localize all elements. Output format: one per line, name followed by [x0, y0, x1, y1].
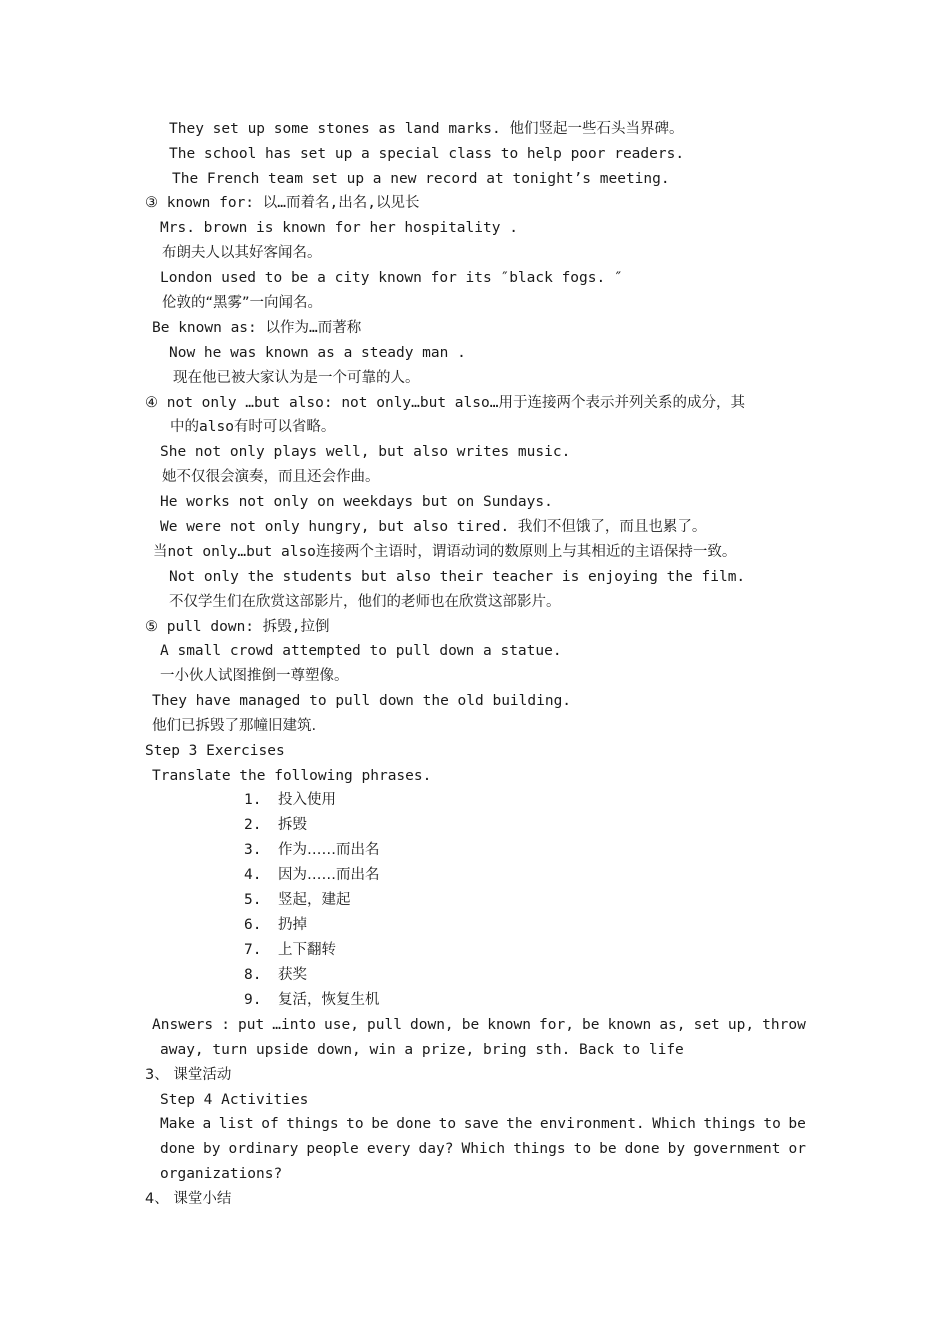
translation-steady-man: 现在他已被大家认为是一个可靠的人。	[173, 370, 420, 386]
paragraph-word: to	[438, 1116, 457, 1132]
example-london-black-fogs: London used to be a city known for its ″black fogs. ″	[160, 270, 623, 286]
answer-word: pull	[367, 1017, 402, 1033]
section-3-heading: 3、 课堂活动	[145, 1067, 232, 1083]
section-4-heading: 4、 课堂小结	[145, 1191, 232, 1207]
list-item-number: 7.	[244, 942, 262, 958]
example-works-weekdays: He works not only on weekdays but on Sundays.	[160, 494, 553, 510]
list-item-text: 上下翻转	[278, 942, 336, 958]
list-item-number: 1.	[244, 792, 262, 808]
paragraph-word: save	[463, 1116, 499, 1132]
paragraph-word: to	[346, 1116, 364, 1132]
paragraph-word: done	[160, 1141, 195, 1157]
item-not-only-heading-cont: 中的also有时可以省略。	[170, 419, 336, 435]
activity-paragraph-line-2	[160, 1140, 806, 1158]
list-item	[244, 941, 336, 959]
example-known-for-hospitality: Mrs. brown is known for her hospitality .	[160, 220, 518, 236]
paragraph-word: government	[693, 1141, 781, 1157]
answer-word: known	[487, 1017, 531, 1033]
list-item-number: 6.	[244, 917, 262, 933]
list-item-text: 复活，恢复生机	[278, 992, 380, 1008]
list-item-text: 扔掉	[278, 917, 307, 933]
list-item	[244, 891, 351, 909]
paragraph-word: people	[306, 1141, 359, 1157]
answer-word: for,	[539, 1017, 574, 1033]
list-item-text: 投入使用	[278, 792, 336, 808]
item-known-for-heading: ③ known for: 以…而着名,出名,以见长	[145, 195, 420, 211]
item-pull-down-heading: ⑤ pull down: 拆毁,拉倒	[145, 619, 330, 635]
example-known-as-steady-man: Now he was known as a steady man .	[169, 345, 466, 361]
example-set-up-stones: They set up some stones as land marks. 他们竖起一些石头当界碑。	[169, 121, 684, 137]
translation-plays-well: 她不仅很会演奏，而且还会作曲。	[162, 469, 380, 485]
paragraph-word: be	[371, 1116, 389, 1132]
example-set-up-school: The school has set up a special class to help poor readers.	[169, 146, 685, 162]
paragraph-word: to	[573, 1141, 592, 1157]
list-item-text: 作为……而出名	[278, 842, 380, 858]
list-item-text: 拆毁	[278, 817, 307, 833]
activity-paragraph-line-1	[160, 1115, 806, 1133]
paragraph-word: things	[703, 1116, 756, 1132]
paragraph-word: every	[366, 1141, 411, 1157]
exercise-instruction: Translate the following phrases.	[152, 768, 432, 784]
list-item	[244, 866, 380, 884]
paragraph-word: by	[667, 1141, 686, 1157]
list-item-text: 获奖	[278, 967, 307, 983]
answer-word: use,	[324, 1017, 359, 1033]
paragraph-word: things	[513, 1141, 566, 1157]
answer-word: Answers	[152, 1017, 214, 1033]
paragraph-word: be	[599, 1141, 617, 1157]
list-item	[244, 791, 336, 809]
list-item	[244, 841, 380, 859]
step-3-heading: Step 3 Exercises	[145, 743, 285, 759]
answer-word: down,	[410, 1017, 454, 1033]
paragraph-word: be	[788, 1116, 806, 1132]
paragraph-word: list	[218, 1116, 254, 1132]
paragraph-word: ordinary	[228, 1141, 299, 1157]
list-item-number: 4.	[244, 867, 262, 883]
item-not-only-heading: ④ not only …but also: not only…but also…用于连接两个表示并列关系的成分，其	[145, 395, 745, 411]
example-set-up-record: The French team set up a new record at tonight’s meeting.	[172, 171, 670, 187]
list-item-number: 5.	[244, 892, 262, 908]
step-4-heading: Step 4 Activities	[160, 1092, 309, 1108]
answer-word: throw	[762, 1017, 806, 1033]
translation-building: 他们已拆毁了那幢旧建筑.	[152, 718, 317, 734]
example-plays-well: She not only plays well, but also writes music.	[160, 444, 571, 460]
example-pull-down-building: They have managed to pull down the old building.	[152, 693, 572, 709]
list-item	[244, 966, 307, 984]
translation-statue: 一小伙人试图推倒一尊塑像。	[160, 668, 349, 684]
paragraph-word: day?	[418, 1141, 454, 1157]
paragraph-word: of	[261, 1116, 279, 1132]
list-item-number: 9.	[244, 992, 262, 1008]
paragraph-word: a	[202, 1116, 212, 1132]
answers-line-2: away, turn upside down, win a prize, bring sth. Back to life	[160, 1042, 684, 1058]
list-item-number: 8.	[244, 967, 262, 983]
list-item	[244, 991, 380, 1009]
paragraph-word: done	[396, 1116, 432, 1132]
translation-hospitality: 布朗夫人以其好客闻名。	[162, 245, 322, 261]
note-subject-agreement: 当not only…but also连接两个主语时，谓语动词的数原则上与其相近的主语保持一致。	[153, 544, 737, 560]
paragraph-word: Which	[461, 1141, 506, 1157]
paragraph-word: Which	[652, 1116, 696, 1132]
paragraph-word: the	[506, 1116, 533, 1132]
translation-black-fogs: 伦敦的“黑雾”一向闻名。	[162, 295, 323, 311]
paragraph-word: or	[788, 1141, 806, 1157]
list-item	[244, 816, 307, 834]
answer-word: :	[221, 1017, 230, 1033]
paragraph-word: to	[763, 1116, 781, 1132]
paragraph-word: environment.	[539, 1116, 645, 1132]
paragraph-word: done	[624, 1141, 660, 1157]
list-item-text: 竖起，建起	[278, 892, 351, 908]
answers-line-1	[152, 1016, 806, 1034]
answer-word: put	[238, 1017, 265, 1033]
example-pull-down-statue: A small crowd attempted to pull down a statue.	[160, 643, 562, 659]
answer-word: as,	[659, 1017, 686, 1033]
item-known-as-heading: Be known as: 以作为…而著称	[152, 320, 362, 336]
answer-word: set	[693, 1017, 720, 1033]
translation-students-teacher: 不仅学生们在欣赏这部影片，他们的老师也在欣赏这部影片。	[169, 594, 561, 610]
answer-word: up,	[727, 1017, 755, 1033]
answer-word: be	[582, 1017, 600, 1033]
list-item-number: 2.	[244, 817, 262, 833]
answer-word: be	[461, 1017, 480, 1033]
paragraph-word: by	[202, 1141, 221, 1157]
list-item-number: 3.	[244, 842, 262, 858]
answer-word: known	[607, 1017, 652, 1033]
list-item-text: 因为……而出名	[278, 867, 380, 883]
list-item	[244, 916, 307, 934]
paragraph-word: Make	[160, 1116, 195, 1132]
example-students-teacher: Not only the students but also their teacher is enjoying the film.	[169, 569, 746, 585]
activity-paragraph-line-3: organizations?	[160, 1166, 283, 1182]
answer-word: …into	[272, 1017, 316, 1033]
example-hungry-tired: We were not only hungry, but also tired. 我们不但饿了，而且也累了。	[160, 519, 707, 535]
paragraph-word: things	[286, 1116, 339, 1132]
